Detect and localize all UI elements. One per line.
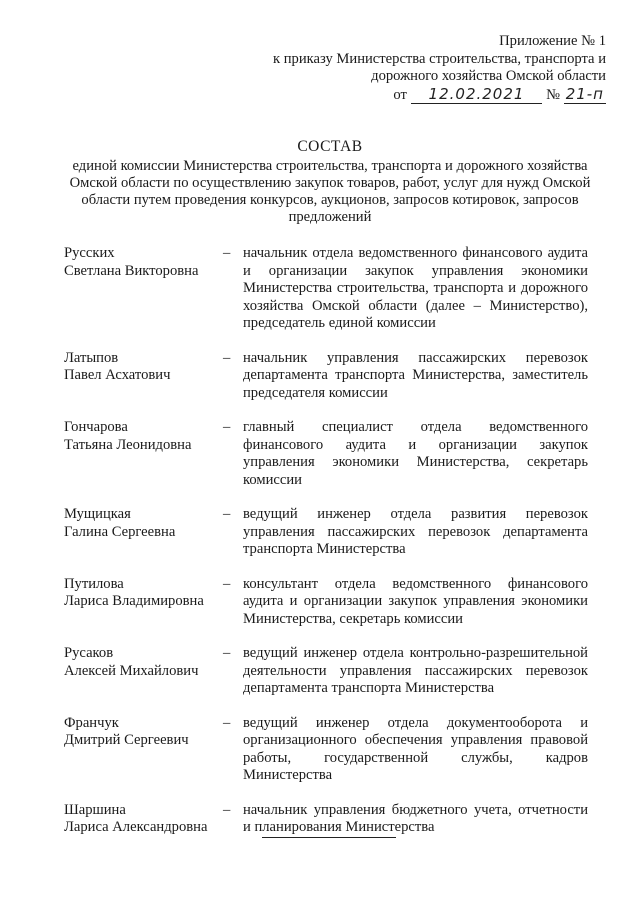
from-label: от xyxy=(393,86,407,103)
title-subtitle: единой комиссии Министерства строительства, транспорта и дорожного хозяйства Омской области по осуществлению закупок товаров, работ, услуг для нужд Омской области путем проведения конкурсов, аукционов, запросов котировок, запросов предложений xyxy=(69,158,591,225)
appendix-date-line xyxy=(226,86,606,105)
member-given-name: Галина Сергеевна xyxy=(64,523,176,540)
dash-separator: – xyxy=(223,645,231,661)
member-given-name: Павел Асхатович xyxy=(64,367,171,383)
member-row xyxy=(64,350,588,403)
member-name xyxy=(64,419,223,489)
member-name xyxy=(64,506,223,559)
member-role: начальник управления бюджетного учета, отчетности и планирования Министерства xyxy=(243,801,588,835)
closing-rule xyxy=(262,837,396,838)
appendix-number: Приложение № 1 xyxy=(499,33,606,49)
member-row xyxy=(64,802,588,837)
member-surname: Путилова xyxy=(64,575,124,592)
member-given-name: Лариса Владимировна xyxy=(64,593,204,609)
member-role: консультант отдела ведомственного финансового аудита и организации закупок управления экономики Министерства, секретарь комиссии xyxy=(243,575,588,627)
dash-separator: – xyxy=(223,801,231,818)
member-name xyxy=(64,645,223,698)
member-row xyxy=(64,506,588,559)
member-given-name: Алексей Михайлович xyxy=(64,662,199,679)
member-row xyxy=(64,245,588,333)
member-name xyxy=(64,802,223,837)
member-role: начальник управления пассажирских перевозок департамента транспорта Министерства, заместитель председателя комиссии xyxy=(243,349,588,401)
member-given-name: Светлана Викторовна xyxy=(64,262,199,279)
member-role: ведущий инженер отдела развития перевозок управления пассажирских перевозок департамента транспорта Министерства xyxy=(243,506,588,557)
member-surname: Латыпов xyxy=(64,349,119,366)
member-role: начальник отдела ведомственного финансового аудита и организации закупок управления экономики Министерства строительства, транспорта и дорожного хозяйства Омской области (далее – Министерство), председатель единой комиссии xyxy=(243,245,588,331)
appendix-ministry: дорожного хозяйства Омской области xyxy=(371,68,606,85)
member-surname: Франчук xyxy=(64,714,119,731)
member-row xyxy=(64,715,588,785)
member-role: ведущий инженер отдела контрольно-разрешительной деятельности управления пассажирских перевозок департамента транспорта Министерства xyxy=(243,645,588,696)
member-list xyxy=(64,245,588,854)
appendix-header xyxy=(226,33,606,104)
member-surname: Русских xyxy=(64,245,115,261)
member-name xyxy=(64,715,223,785)
member-surname: Мущицкая xyxy=(64,506,131,522)
dash-separator: – xyxy=(223,714,231,731)
member-surname: Гончарова xyxy=(64,419,128,435)
member-row xyxy=(64,576,588,629)
number-label: № xyxy=(546,86,561,103)
title-heading: СОСТАВ xyxy=(297,138,363,155)
member-role: главный специалист отдела ведомственного финансового аудита и организации закупок управления экономики Министерства, секретарь комиссии xyxy=(243,419,588,488)
member-row xyxy=(64,645,588,698)
member-name xyxy=(64,350,223,403)
dash-separator: – xyxy=(223,349,231,366)
member-surname: Шаршина xyxy=(64,801,126,818)
member-role: ведущий инженер отдела документооборота и организационного обеспечения управления правовой работы, государственной службы, кадров Министерства xyxy=(243,714,588,783)
appendix-order-ref: к приказу Министерства строительства, транспорта и xyxy=(273,50,606,67)
member-name xyxy=(64,245,223,333)
member-name xyxy=(64,576,223,629)
member-surname: Русаков xyxy=(64,645,114,661)
member-given-name: Татьяна Леонидовна xyxy=(64,436,192,453)
member-row xyxy=(64,419,588,489)
order-number: 21-п xyxy=(565,84,604,103)
member-given-name: Лариса Александровна xyxy=(64,819,208,835)
dash-separator: – xyxy=(223,245,231,261)
document-title xyxy=(50,138,610,226)
order-date: 12.02.2021 xyxy=(411,85,543,104)
member-given-name: Дмитрий Сергеевич xyxy=(64,732,189,748)
dash-separator: – xyxy=(223,575,231,592)
dash-separator: – xyxy=(223,506,231,522)
dash-separator: – xyxy=(223,419,231,435)
